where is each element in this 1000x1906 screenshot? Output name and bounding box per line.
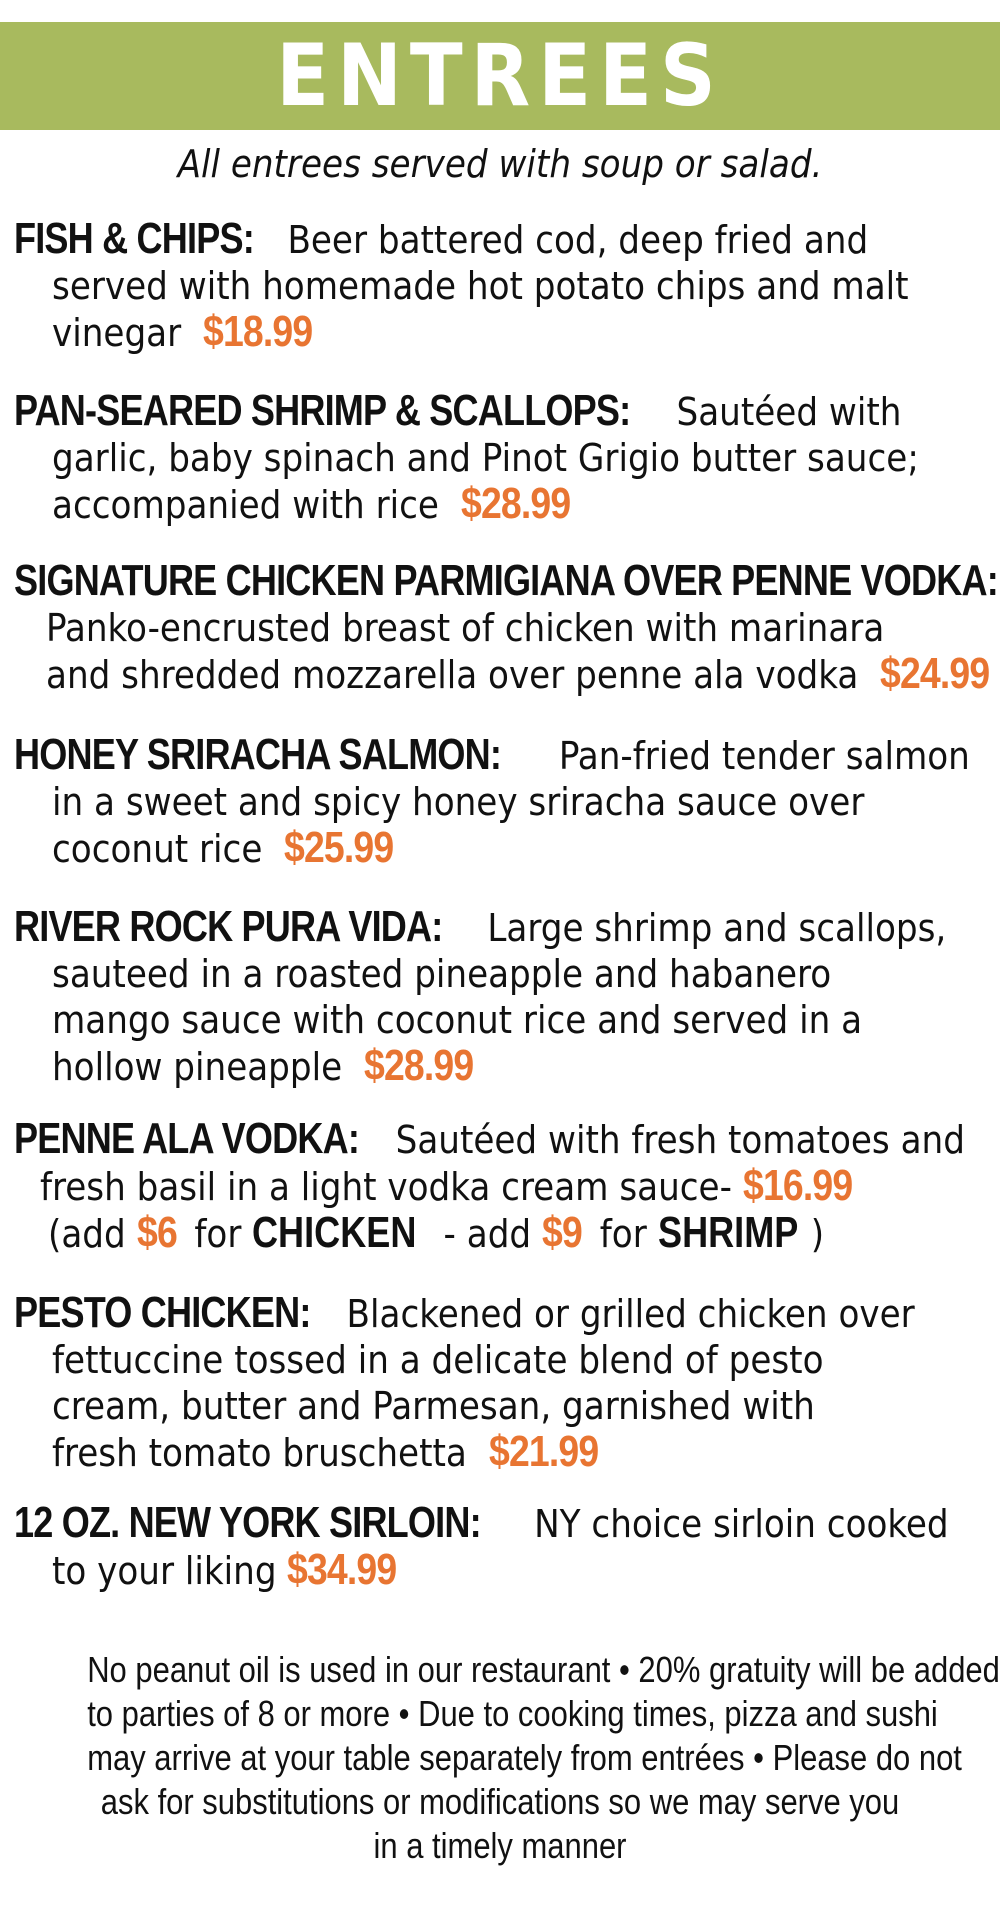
addon-chicken: CHICKEN	[252, 1208, 417, 1257]
item-name: HONEY SRIRACHA SALMON:	[14, 730, 502, 779]
item-description: Beer battered cod, deep fried and	[287, 218, 869, 262]
item-description: and shredded mozzarella over penne ala vodka	[46, 653, 859, 697]
item-description: hollow pineapple	[52, 1045, 343, 1089]
item-name: PESTO CHICKEN:	[14, 1288, 311, 1337]
item-description: fresh basil in a light vodka cream sauce-	[40, 1165, 732, 1209]
item-description: Pan-fried tender salmon	[558, 734, 970, 778]
item-description: fettuccine tossed in a delicate blend of pesto	[52, 1338, 824, 1382]
footer-line: may arrive at your table separately from entrées • Please do not	[87, 1737, 962, 1778]
footer-line: in a timely manner	[373, 1825, 627, 1866]
menu-item-pesto-chicken	[14, 1290, 994, 1476]
item-description: NY choice sirloin cooked	[534, 1502, 949, 1546]
addon-text: - add	[443, 1212, 532, 1256]
addon-price-shrimp: $9	[541, 1208, 582, 1257]
footer-notice	[20, 1648, 1000, 1868]
item-price: $28.99	[460, 479, 570, 528]
item-description: fresh tomato bruschetta	[52, 1431, 467, 1475]
addon-text: for	[194, 1212, 242, 1256]
menu-item-pan-seared-shrimp-scallops	[14, 388, 994, 528]
item-description: Large shrimp and scallops,	[487, 906, 947, 950]
item-price: $25.99	[284, 823, 394, 872]
item-description: garlic, baby spinach and Pinot Grigio butter sauce;	[52, 436, 919, 480]
page-title: ENTREES	[276, 26, 724, 126]
item-name: PENNE ALA VODKA:	[14, 1114, 360, 1163]
item-name: 12 OZ. NEW YORK SIRLOIN:	[14, 1498, 481, 1547]
item-description: coconut rice	[52, 827, 263, 871]
item-description: to your liking	[52, 1549, 277, 1593]
item-description: mango sauce with coconut rice and served in a	[52, 998, 863, 1042]
menu-item-river-rock-pura-vida	[14, 904, 994, 1090]
item-name: RIVER ROCK PURA VIDA:	[14, 902, 443, 951]
menu-item-penne-ala-vodka	[14, 1116, 994, 1257]
item-description: Blackened or grilled chicken over	[346, 1292, 915, 1336]
item-description: accompanied with rice	[52, 483, 439, 527]
menu-item-honey-sriracha-salmon	[14, 732, 994, 872]
footer-line: ask for substitutions or modifications so we may serve you	[100, 1781, 900, 1822]
item-description: cream, butter and Parmesan, garnished with	[52, 1384, 815, 1428]
item-description: served with homemade hot potato chips and malt	[52, 264, 909, 308]
item-price: $18.99	[202, 307, 313, 356]
addon-price-chicken: $6	[136, 1208, 177, 1257]
item-price: $28.99	[363, 1041, 474, 1090]
item-price: $24.99	[880, 649, 990, 698]
item-name: SIGNATURE CHICKEN PARMIGIANA OVER PENNE VODKA:	[14, 556, 998, 605]
footer-line: to parties of 8 or more • Due to cooking times, pizza and sushi	[87, 1693, 938, 1734]
item-description: vinegar	[52, 311, 182, 355]
item-addons	[14, 1210, 994, 1257]
item-name: FISH & CHIPS:	[14, 214, 254, 263]
item-price: $16.99	[742, 1161, 853, 1210]
menu-item-ny-sirloin	[14, 1500, 994, 1594]
item-description: in a sweet and spicy honey sriracha sauce over	[52, 780, 865, 824]
item-description: sauteed in a roasted pineapple and habanero	[52, 952, 832, 996]
item-description: Sautéed with fresh tomatoes and	[395, 1118, 965, 1162]
header-banner	[0, 22, 1000, 130]
addon-text: (add	[48, 1212, 126, 1256]
menu-item-chicken-parmigiana	[14, 556, 998, 698]
addon-shrimp: SHRIMP	[657, 1208, 798, 1257]
addon-text: for	[599, 1212, 647, 1256]
addon-text: )	[810, 1212, 825, 1256]
item-price: $21.99	[488, 1427, 598, 1476]
item-description: Panko-encrusted breast of chicken with marinara	[46, 606, 885, 650]
item-price: $34.99	[287, 1545, 397, 1594]
menu-item-fish-and-chips	[14, 216, 994, 356]
footer-line: No peanut oil is used in our restaurant • 20% gratuity will be added	[87, 1649, 1000, 1690]
item-description: Sautéed with	[676, 390, 902, 434]
page-subtitle: All entrees served with soup or salad.	[177, 142, 823, 186]
item-name: PAN-SEARED SHRIMP & SCALLOPS:	[14, 386, 631, 435]
